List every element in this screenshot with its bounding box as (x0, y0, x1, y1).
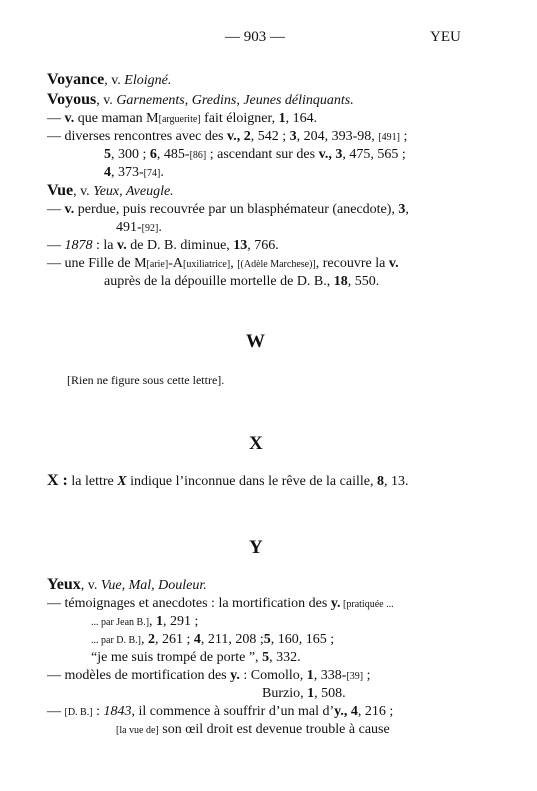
dash: — (47, 202, 61, 217)
pages: , 291 ; (163, 614, 199, 629)
letter-x: X (117, 474, 127, 489)
subentry (47, 667, 371, 686)
text: : Comollo, (239, 668, 307, 683)
bracket-text: [arie] (146, 259, 169, 270)
subentry (47, 201, 409, 219)
text: ; (399, 129, 408, 144)
text: témoignages et anecdotes : la mortification des (64, 596, 331, 611)
volume: 2 (240, 129, 251, 144)
text: modèles de mortification des (64, 668, 231, 683)
subentry (47, 703, 393, 722)
dash: — (47, 256, 61, 271)
pages: , 160, 165 ; (270, 632, 335, 647)
text: , (230, 256, 238, 271)
text: . (160, 165, 164, 180)
pages: , 508. (314, 686, 346, 701)
entry-headword: Yeux (47, 576, 81, 593)
volume: 3 (331, 147, 343, 162)
volume: 18 (333, 274, 348, 289)
pages: , 373- (111, 165, 144, 180)
page-number: — 903 — (225, 29, 285, 45)
dash: — (47, 129, 61, 144)
volume: 1 (306, 668, 314, 683)
volume: 6 (149, 147, 157, 162)
subentry-continuation (104, 164, 164, 183)
year: 1878 (64, 238, 93, 253)
subentry-continuation (116, 219, 162, 238)
volume: 5 (262, 650, 270, 665)
bracket-text: [pratiquée ... (340, 599, 394, 610)
pages: , 204, 393-98, (296, 129, 379, 144)
pages: , 216 ; (357, 704, 394, 719)
text: “je me suis trompé de porte ”, (91, 650, 263, 665)
bracket-text: [491] (378, 132, 400, 143)
running-head: YEU (430, 29, 461, 45)
volume: 13 (233, 238, 248, 253)
keyword: v., (226, 129, 241, 144)
entry-vue (47, 182, 174, 201)
pages: , 766. (247, 238, 279, 253)
text: ; ascendant sur des (206, 147, 319, 162)
volume: 1 (278, 111, 286, 126)
bracket-text: [74] (143, 168, 161, 179)
text: -A (168, 256, 183, 271)
text: indique l’inconnue dans le rêve de la caille, (126, 474, 377, 489)
keyword: v. (64, 202, 75, 217)
pages: , 300 ; (111, 147, 150, 162)
subentry (47, 110, 317, 129)
text: . (158, 220, 162, 235)
pages: , 13. (383, 474, 409, 489)
pages: , 332. (269, 650, 301, 665)
dash: — (47, 111, 61, 126)
text: son œil droit est devenue trouble à cause (158, 722, 390, 737)
keyword: y. (330, 596, 341, 611)
dash: — (47, 596, 61, 611)
volume: 8 (376, 474, 384, 489)
section-letter-x: X (249, 433, 263, 454)
text: fait éloigner, (200, 111, 279, 126)
pages: , 338- (313, 668, 347, 683)
text: Burzio, (262, 686, 308, 701)
entry-crossref: Eloigné. (124, 73, 172, 88)
bracket-text: [39] (346, 671, 364, 682)
entry-pos: , v. (104, 73, 125, 88)
volume: 1 (156, 614, 164, 629)
text: auprès de la dépouille mortelle de D. B., (104, 274, 334, 289)
volume: 2 (148, 632, 155, 647)
bracket-text: [uxiliatrice] (182, 259, 231, 270)
year: 1843 (103, 704, 132, 719)
text: : la (92, 238, 117, 253)
text: , (141, 632, 148, 647)
pages: , 485- (156, 147, 190, 162)
subentry-continuation (104, 273, 379, 291)
dash: — (47, 668, 61, 683)
subentry-continuation (262, 685, 346, 703)
entry-pos: , v. (96, 93, 117, 108)
volume: 4 (347, 704, 358, 719)
entry-crossref: Garnements, Gredins, Jeunes délinquants. (116, 93, 354, 108)
bracket-text: ... par D. B.] (91, 635, 141, 646)
keyword: v. (64, 111, 75, 126)
subentry-continuation (91, 631, 334, 650)
text: une Fille de M (64, 256, 147, 271)
pages: 491- (116, 220, 142, 235)
entry-crossref: Vue, Mal, Douleur. (100, 578, 207, 593)
text: perdue, puis recouvrée par un blasphémateur (anecdote), (74, 202, 399, 217)
subentry-continuation (91, 649, 301, 667)
dash: — (47, 238, 61, 253)
entry-headword: Vue (47, 182, 74, 199)
entry-headword: Voyous (47, 91, 97, 108)
entry-pos: , v. (73, 184, 94, 199)
pages: , 211, 208 ; (200, 632, 264, 647)
text: diverses rencontres avec des (64, 129, 227, 144)
keyword: v. (388, 256, 399, 271)
pages: , 261 ; (155, 632, 194, 647)
bracket-text: [la vue de] (116, 725, 159, 736)
subentry-continuation (91, 613, 198, 632)
text: , il commence à souffrir d’un mal d’ (131, 704, 335, 719)
keyword: v. (117, 238, 127, 253)
bracket-text: [86] (189, 150, 207, 161)
text: de D. B. diminue, (126, 238, 234, 253)
subentry (47, 237, 279, 255)
entry-x (47, 472, 408, 491)
bracket-text: [D. B.] (64, 707, 93, 718)
text: , recouvre la (315, 256, 389, 271)
text: ; (363, 668, 371, 683)
subentry (47, 595, 394, 614)
text: , (405, 202, 409, 217)
bracket-text: [(Adèle Marchese)] (237, 259, 316, 270)
bracket-text: [92] (141, 223, 159, 234)
text: , (149, 614, 157, 629)
volume: 4 (193, 632, 201, 647)
volume: 3 (398, 202, 406, 217)
subentry (47, 255, 399, 274)
section-note: [Rien ne figure sous cette lettre]. (67, 373, 225, 387)
section-letter-w: W (246, 331, 265, 352)
entry-headword: Voyance (47, 71, 105, 88)
volume: 5 (104, 147, 111, 162)
volume: 3 (289, 129, 297, 144)
keyword: v., (318, 147, 332, 162)
bracket-text: [arguerite] (158, 114, 201, 125)
text: : (92, 704, 104, 719)
section-letter-y: Y (249, 537, 263, 558)
bracket-text: ... par Jean B.] (91, 617, 150, 628)
entry-voyous (47, 91, 354, 110)
dash: — (47, 704, 61, 719)
text: la lettre (67, 474, 118, 489)
text: que maman M (74, 111, 159, 126)
volume: 5 (263, 632, 271, 647)
entry-pos: , v. (80, 578, 101, 593)
keyword: y. (230, 668, 240, 683)
subentry-continuation (104, 146, 406, 165)
volume: 1 (307, 686, 315, 701)
subentry (47, 128, 407, 147)
subentry-continuation (116, 721, 390, 740)
pages: , 164. (285, 111, 318, 126)
pages: , 542 ; (250, 129, 290, 144)
volume: 4 (104, 165, 111, 180)
pages: , 475, 565 ; (342, 147, 406, 162)
pages: , 550. (347, 274, 380, 289)
keyword: y., (334, 704, 348, 719)
entry-crossref: Yeux, Aveugle. (93, 184, 174, 199)
entry-headword: X : (47, 472, 68, 489)
entry-voyance (47, 71, 171, 90)
entry-yeux (47, 576, 207, 595)
